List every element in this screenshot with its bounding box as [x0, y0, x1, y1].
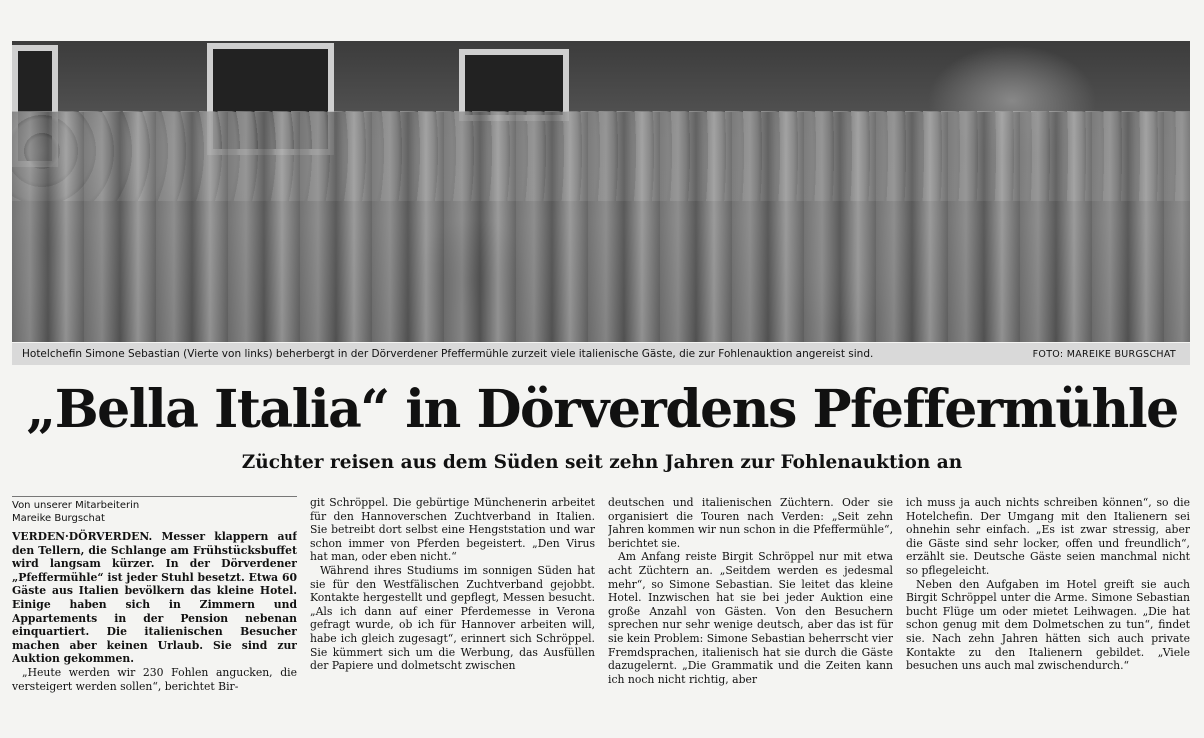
- article-column-2: [310, 496, 595, 732]
- group-photo: [12, 41, 1190, 342]
- article-paragraph: Während ihres Studiums im sonnigen Süden hat sie für den Westfälischen Zuchtverband gejobbt. Kontakte hergestellt und gepflegt, Messen besucht. „Als ich dann auf einer Pferdemesse in Verona gefragt wurde, ob ich für Hannover arbeiten will, habe ich gleich zugesagt“, erinnert sich Schröppel. Sie kümmert sich um die Werbung, das Ausfüllen der Papiere und dolmetscht zwischen: [310, 563, 595, 673]
- article-paragraph: Am Anfang reiste Birgit Schröppel nur mit etwa acht Züchtern an. „Seitdem werden es jedesmal mehr“, so Simone Sebastian. Sie leitet das kleine Hotel. Inzwischen hat sie bei jeder Auktion eine große Anzahl von Gästen. Von den Besuchern sprechen nur sehr wenige deutsch, aber das ist für sie kein Problem: Simone Sebastian beherrscht vier Fremdsprachen, italienisch hat sie durch die Gäste dazugelernt. „Die Grammatik und die Zeiten kann ich noch nicht richtig, aber: [608, 550, 893, 686]
- article-column-4: [906, 496, 1190, 732]
- subheadline: Züchter reisen aus dem Süden seit zehn Jahren zur Fohlenauktion an: [241, 452, 963, 473]
- article-column-3: [608, 496, 893, 732]
- photo-caption: Hotelchefin Simone Sebastian (Vierte von links) beherbergt in der Dörverdener Pfeffermühle zurzeit viele italienische Gäste, die zur Fohlenauktion angereist sind.: [22, 348, 874, 360]
- byline: [12, 496, 297, 525]
- byline-author: Mareike Burgschat: [12, 513, 105, 524]
- photo-credit: FOTO: MAREIKE BURGSCHAT: [1032, 348, 1176, 360]
- article-paragraph: ich muss ja auch nichts schreiben können“, so die Hotelchefin. Der Umgang mit den Italienern sei ohnehin sehr einfach. „Es ist zwar stressig, aber die Gäste sind sehr locker, offen und freundlich“, erzählt sie. Deutsche Gäste seien manchmal nicht so pflegeleicht.: [906, 496, 1190, 577]
- article-paragraph: deutschen und italienischen Züchtern. Oder sie organisiert die Touren nach Verden: „Seit zehn Jahren kommen wir nun schon in die Pfeffermühle“, berichtet sie.: [608, 496, 893, 550]
- article-paragraph: Neben den Aufgaben im Hotel greift sie auch Birgit Schröppel unter die Arme. Simone Sebastian bucht Flüge um oder mietet Leihwagen. „Die hat schon genug mit dem Dolmetschen zu tun“, findet sie. Nach zehn Jahren hätten sich auch private Kontakte zu den Italienern gebildet. „Viele besuchen uns auch mal zwischendurch.“: [906, 577, 1190, 673]
- photo-caption-bar: [12, 343, 1190, 365]
- headline: „Bella Italia“ in Dörverdens Pfeffermühle: [26, 379, 1178, 440]
- article-paragraph: git Schröppel. Die gebürtige Münchenerin arbeitet für den Hannoverschen Zuchtverband in Italien. Sie betreibt dort selbst eine Hengststation und war schon immer von Pferden begeistert. „Den Virus hat man, oder eben nicht.“: [310, 496, 595, 564]
- byline-role: Von unserer Mitarbeiterin: [12, 500, 140, 511]
- article-paragraph: „Heute werden wir 230 Fohlen angucken, die versteigert werden sollen“, berichtet Bir-: [12, 665, 297, 693]
- photo-crowd: [12, 112, 1190, 342]
- article-column-1: [12, 496, 297, 732]
- article-lead: VERDEN·DÖRVERDEN. Messer klappern auf den Tellern, die Schlange am Frühstücksbuffet wird langsam kürzer. In der Dörverdener „Pfeffermühle“ ist jeder Stuhl besetzt. Etwa 60 Gäste aus Italien bevölkern das kleine Hotel. Einige haben sich in Zimmern und Appartements in der Pension nebenan einquartiert. Die italienischen Besucher machen aber keinen Urlaub. Sie sind zur Auktion gekommen.: [12, 530, 297, 666]
